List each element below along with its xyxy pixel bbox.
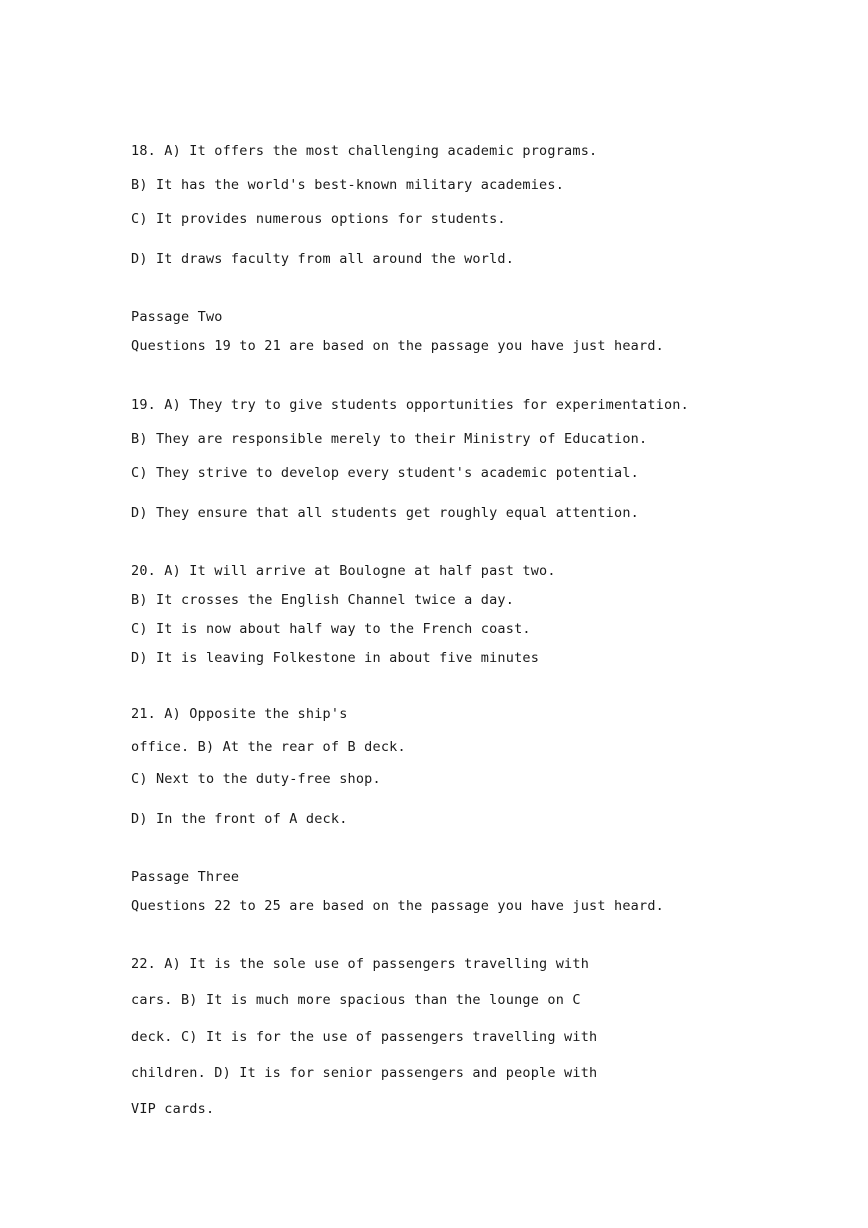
- q21-option-d: D) In the front of A deck.: [131, 811, 348, 827]
- q22-option-a: 22. A) It is the sole use of passengers travelling with: [131, 956, 590, 972]
- q21-option-a-continued: office. B) At the rear of B deck.: [131, 739, 406, 755]
- q19-option-b: B) They are responsible merely to their Ministry of Education.: [131, 431, 648, 447]
- q22-option-b: cars. B) It is much more spacious than the lounge on C: [131, 992, 581, 1008]
- q18-option-b: B) It has the world's best-known military academies.: [131, 177, 565, 193]
- passage-three-heading: Passage Three: [131, 869, 240, 885]
- q19-option-a: 19. A) They try to give students opportunities for experimentation.: [131, 397, 689, 413]
- q21-option-a: 21. A) Opposite the ship's: [131, 706, 348, 722]
- q19-option-c: C) They strive to develop every student's academic potential.: [131, 465, 639, 481]
- q20-option-b: B) It crosses the English Channel twice a day.: [131, 592, 515, 608]
- passage-three-instructions: Questions 22 to 25 are based on the passage you have just heard.: [131, 898, 664, 914]
- q18-option-a: 18. A) It offers the most challenging academic programs.: [131, 143, 598, 159]
- q18-option-c: C) It provides numerous options for students.: [131, 211, 506, 227]
- q22-option-c: deck. C) It is for the use of passengers travelling with: [131, 1029, 598, 1045]
- q19-option-d: D) They ensure that all students get roughly equal attention.: [131, 505, 639, 521]
- q18-option-d: D) It draws faculty from all around the world.: [131, 251, 515, 267]
- q20-option-d: D) It is leaving Folkestone in about five minutes: [131, 650, 540, 666]
- q22-option-d-continued: VIP cards.: [131, 1101, 215, 1117]
- q22-option-d: children. D) It is for senior passengers and people with: [131, 1065, 598, 1081]
- q21-option-c: C) Next to the duty-free shop.: [131, 771, 381, 787]
- passage-two-instructions: Questions 19 to 21 are based on the passage you have just heard.: [131, 338, 664, 354]
- passage-two-heading: Passage Two: [131, 309, 223, 325]
- q20-option-a: 20. A) It will arrive at Boulogne at half past two.: [131, 563, 556, 579]
- q20-option-c: C) It is now about half way to the French coast.: [131, 621, 531, 637]
